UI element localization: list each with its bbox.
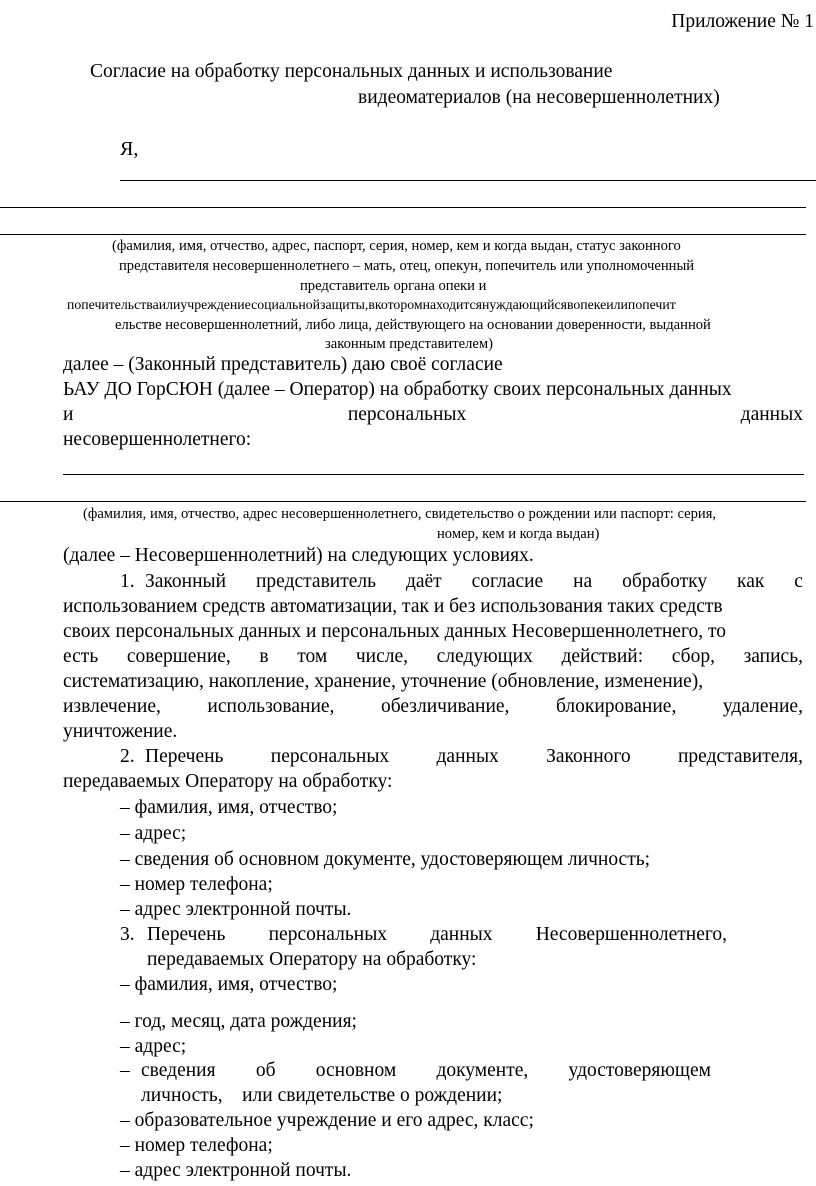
- document-title-line1: Согласие на обработку персональных данных и использование: [90, 61, 613, 82]
- guardian-caption-line6: законным представителем): [325, 336, 493, 352]
- consent-line1: далее – (Законный представитель) даю своё согласие: [63, 354, 503, 375]
- consent-line4: несовершеннолетнего:: [63, 429, 252, 450]
- guardian-caption-line3: представитель органа опеки и: [300, 278, 487, 294]
- conditions-lead: (далее – Несовершеннолетний) на следующих условиях.: [63, 545, 534, 566]
- dash-marker: –: [120, 823, 130, 844]
- item1-line2: использованием средств автоматизации, так и без использования таких средств: [63, 596, 723, 617]
- item1-line6: [63, 695, 803, 719]
- item1-word: удаление,: [722, 696, 803, 717]
- item1-word: совершение,: [126, 646, 231, 667]
- list-item: [120, 1134, 273, 1158]
- item1-line7: уничтожение.: [63, 721, 178, 742]
- list-word: удостоверяющем: [568, 1060, 711, 1081]
- list-item-text: сведения об основном документе, удостоверяющем личность;: [134, 849, 651, 870]
- consent-word: персональных: [347, 404, 467, 425]
- list-item-text: адрес;: [134, 1036, 187, 1057]
- dash-marker: –: [120, 797, 130, 818]
- list-item: [120, 1010, 357, 1034]
- dash-marker: –: [120, 1011, 130, 1032]
- item1-word: блокирование,: [555, 696, 677, 717]
- list-item: [120, 1109, 534, 1133]
- list-word: сведения: [141, 1060, 216, 1081]
- list-item: [120, 1059, 130, 1083]
- list-item-text: адрес;: [134, 823, 187, 844]
- item1-word: представитель: [256, 571, 377, 592]
- consent-word: и: [63, 404, 74, 425]
- item1-word: как: [737, 571, 765, 592]
- item2-number: 2.: [120, 746, 135, 767]
- guardian-fill-line-3: [0, 234, 806, 235]
- item2-word: Перечень: [145, 746, 224, 767]
- document-title-line2: видеоматериалов (на несовершеннолетних): [358, 87, 720, 108]
- item2-word: персональных: [270, 746, 390, 767]
- list-item: [120, 1159, 351, 1183]
- list-item: [120, 898, 351, 922]
- guardian-caption-line4: попечительстваилиучреждениесоциальнойзащиты,вкоторомнаходитсянуждающийсявопекеилипопечит: [67, 297, 676, 312]
- guardian-caption-line5: ельстве несовершеннолетний, либо лица, действующего на основании доверенности, выданной: [115, 317, 711, 333]
- list-item-continuation: личность, или свидетельстве о рождении;: [141, 1085, 503, 1106]
- item1-word: извлечение,: [63, 696, 161, 717]
- item1-word: на: [573, 571, 593, 592]
- item1-word: сбор,: [671, 646, 715, 667]
- item1-line3: своих персональных данных и персональных данных Несовершеннолетнего, то: [63, 621, 726, 642]
- item1-word: в: [259, 646, 269, 667]
- item1-number: 1.: [120, 571, 135, 592]
- item2-word: Законного: [546, 746, 631, 767]
- item3-word: Перечень: [147, 924, 226, 945]
- dash-marker: –: [120, 1060, 130, 1081]
- item1-word: использование,: [207, 696, 335, 717]
- list-item: [120, 973, 337, 997]
- item3-word: Несовершеннолетнего,: [535, 924, 727, 945]
- item3-word: персональных: [268, 924, 388, 945]
- list-item: [120, 848, 650, 872]
- list-item-justified: [141, 1059, 711, 1083]
- guardian-caption-line1: (фамилия, имя, отчество, адрес, паспорт, серия, номер, кем и когда выдан, статус законного: [112, 238, 681, 254]
- item1-word: действий:: [561, 646, 644, 667]
- item1-word: запись,: [743, 646, 803, 667]
- list-item-text: адрес электронной почты.: [134, 899, 352, 920]
- list-item-text: номер телефона;: [134, 1135, 273, 1156]
- item1-word: следующих: [436, 646, 533, 667]
- guardian-caption-line2: представителя несовершеннолетнего – мать, отец, опекун, попечитель или уполномоченный: [119, 258, 695, 274]
- list-word: об: [255, 1060, 276, 1081]
- dash-marker: –: [120, 1110, 130, 1131]
- minor-caption-line2: номер, кем и когда выдан): [437, 526, 600, 542]
- guardian-fill-line-1: [120, 180, 816, 181]
- list-word: документе,: [436, 1060, 529, 1081]
- list-item: [120, 796, 337, 820]
- dash-marker: –: [120, 874, 130, 895]
- dash-marker: –: [120, 1036, 130, 1057]
- list-item-text: год, месяц, дата рождения;: [134, 1011, 357, 1032]
- item2-line2: передаваемых Оператору на обработку:: [63, 771, 393, 792]
- minor-caption-line1: (фамилия, имя, отчество, адрес несовершеннолетнего, свидетельство о рождении или паспорт: серия,: [83, 506, 717, 522]
- list-item-text: номер телефона;: [134, 874, 273, 895]
- dash-marker: –: [120, 849, 130, 870]
- item1-line1: [145, 570, 803, 594]
- intro-ya: Я,: [120, 138, 139, 160]
- item1-line4: [63, 645, 803, 669]
- item1-word: том: [297, 646, 328, 667]
- dash-marker: –: [120, 899, 130, 920]
- item2-word: данных: [436, 746, 499, 767]
- dash-marker: –: [120, 1160, 130, 1181]
- item1-word: числе,: [355, 646, 409, 667]
- item1-word: даёт: [405, 571, 442, 592]
- dash-marker: –: [120, 974, 130, 995]
- item1-word: согласие: [471, 571, 544, 592]
- item1-word: с: [794, 571, 803, 592]
- item1-word: обезличивание,: [380, 696, 510, 717]
- consent-line3: [63, 403, 803, 427]
- appendix-label: Приложение № 1: [671, 11, 814, 32]
- item3-word: данных: [430, 924, 493, 945]
- list-item-text: адрес электронной почты.: [134, 1160, 352, 1181]
- list-item-text: фамилия, имя, отчество;: [134, 797, 338, 818]
- dash-marker: –: [120, 1135, 130, 1156]
- list-item: [120, 822, 186, 846]
- item2-line1: [145, 745, 803, 769]
- consent-word: данных: [740, 404, 803, 425]
- list-item-text: фамилия, имя, отчество;: [134, 974, 338, 995]
- item1-word: есть: [63, 646, 99, 667]
- list-item: [120, 873, 273, 897]
- list-item-text: образовательное учреждение и его адрес, класс;: [134, 1110, 534, 1131]
- minor-fill-line-2: [0, 501, 806, 502]
- list-word: основном: [315, 1060, 397, 1081]
- item3-line2: передаваемых Оператору на обработку:: [147, 949, 477, 970]
- item1-word: Законный: [145, 571, 227, 592]
- item2-word: представителя,: [677, 746, 803, 767]
- item1-line5: систематизацию, накопление, хранение, уточнение (обновление, изменение),: [63, 671, 704, 692]
- item1-word: обработку: [622, 571, 708, 592]
- guardian-fill-line-2: [0, 207, 806, 208]
- consent-line2: ЬАУ ДО ГорСЮН (далее – Оператор) на обработку своих персональных данных: [63, 379, 732, 400]
- minor-fill-line-1: [63, 474, 804, 475]
- item3-line1: [147, 923, 727, 947]
- item3-number: 3.: [120, 924, 135, 945]
- list-item: [120, 1035, 186, 1059]
